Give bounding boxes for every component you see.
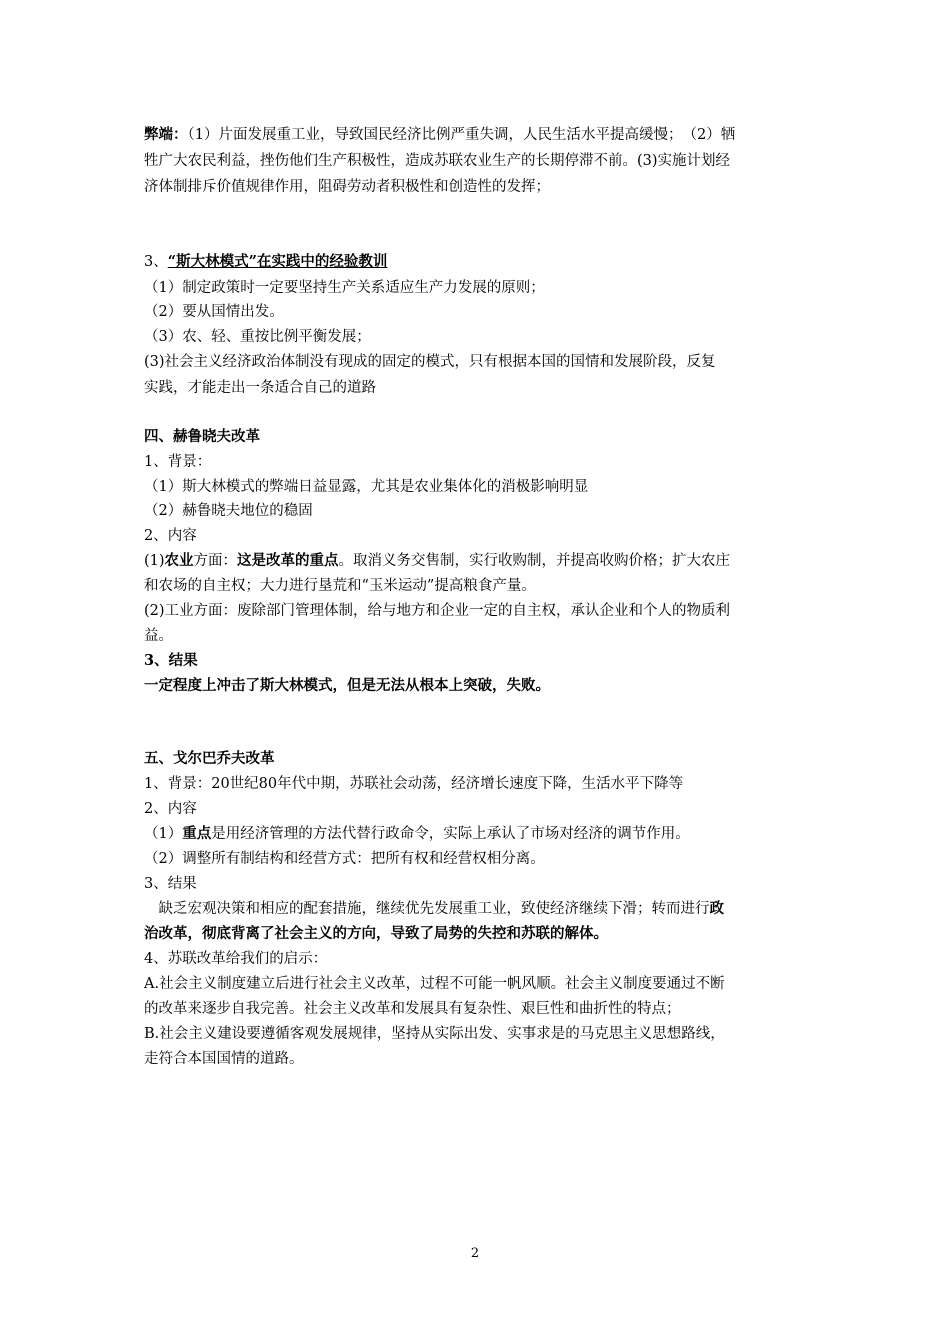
gorbachev-background: 1、背景：20世纪80年代中期，苏联社会动荡，经济增长速度下降，生活水平下降等	[144, 776, 684, 792]
khrushchev-content-2-line-2: 益。	[144, 628, 173, 644]
khrushchev-heading: 四、赫鲁晓夫改革	[144, 428, 260, 445]
gorbachev-lesson-label: 4、苏联改革给我们的启示：	[144, 951, 328, 967]
lessons-title: “斯大林模式”在实践中的经验教训	[167, 253, 388, 270]
gorbachev-content-label: 2、内容	[144, 801, 197, 817]
page-number: 2	[470, 1246, 480, 1261]
khrushchev-background-label: 1、背景：	[144, 454, 212, 470]
gorbachev-result-label: 3、结果	[144, 876, 197, 892]
drawbacks-line-1	[144, 122, 816, 148]
lessons-item-3: （3）农、轻、重按比例平衡发展；	[144, 329, 371, 345]
lessons-item-4a: (3)社会主义经济政治体制没有现成的固定的模式，只有根据本国的国情和发展阶段，反复	[144, 354, 716, 370]
content-1-rest: 。取消义务交售制，实行收购制，并提高收购价格；扩大农庄	[338, 553, 731, 569]
lessons-item-1: （1）制定政策时一定要坚持生产关系适应生产力发展的原则；	[144, 280, 545, 296]
gorbachev-heading: 五、戈尔巴乔夫改革	[144, 750, 275, 767]
gorbachev-result-bold-start: 政	[709, 900, 724, 917]
content-1-prefix: (1)	[144, 553, 165, 569]
khrushchev-result-text: 一定程度上冲击了斯大林模式，但是无法从根本上突破，失败。	[144, 677, 550, 694]
gorbachev-content-2: （2）调整所有制结构和经营方式：把所有权和经营权相分离。	[144, 851, 545, 867]
gorbachev-content-1-rest: 是用经济管理的方法代替行政命令，实际上承认了市场对经济的调节作用。	[211, 826, 690, 842]
gorbachev-result-line-2: 治改革，彻底背离了社会主义的方向，导致了局势的失控和苏联的解体。	[144, 925, 608, 942]
content-1-bold-focus: 这是改革的重点	[237, 552, 339, 569]
content-1-mid: 方面：	[193, 553, 238, 569]
gorbachev-result-normal: 缺乏宏观决策和相应的配套措施，继续优先发展重工业，致使经济继续下滑；转而进行	[144, 901, 710, 917]
lessons-number: 3、	[144, 254, 168, 270]
content-1-bold-agriculture: 农业	[164, 552, 194, 569]
gorbachev-lesson-a-1: A.社会主义制度建立后进行社会主义改革，过程不可能一帆风顺。社会主义制度要通过不断	[144, 976, 725, 992]
lessons-item-2: （2）要从国情出发。	[144, 304, 284, 320]
lessons-item-4b: 实践，才能走出一条适合自己的道路	[144, 380, 376, 396]
gorbachev-content-1-bold: 重点	[182, 825, 212, 842]
gorbachev-result-line-1	[144, 896, 816, 922]
khrushchev-content-1-line-2: 和农场的自主权；大力进行垦荒和“玉米运动”提高粮食产量。	[144, 578, 536, 594]
drawbacks-line-2: 牲广大农民利益，挫伤他们生产积极性，造成苏联农业生产的长期停滞不前。(3)实施计划经	[144, 153, 731, 169]
lessons-heading	[144, 249, 816, 275]
gorbachev-content-1	[144, 821, 816, 847]
gorbachev-lesson-a-2: 的改革来逐步自我完善。社会主义改革和发展具有复杂性、艰巨性和曲折性的特点；	[144, 1001, 681, 1017]
drawbacks-label: 弊端：	[144, 126, 188, 143]
khrushchev-content-2: (2)工业方面：废除部门管理体制，给与地方和企业一定的自主权，承认企业和个人的物质利	[144, 603, 731, 619]
khrushchev-result-label: 3、结果	[144, 652, 198, 669]
gorbachev-lesson-b-2: 走符合本国国情的道路。	[144, 1051, 304, 1067]
khrushchev-content-label: 2、内容	[144, 528, 197, 544]
gorbachev-lesson-b-1: B.社会主义建设要遵循客观发展规律，坚持从实际出发、实事求是的马克思主义思想路线，	[144, 1026, 725, 1042]
khrushchev-background-1: （1）斯大林模式的弊端日益显露，尤其是农业集体化的消极影响明显	[144, 479, 589, 495]
drawbacks-line-3: 济体制排斥价值规律作用，阻碍劳动者积极性和创造性的发挥；	[144, 179, 550, 195]
khrushchev-content-1	[144, 548, 816, 574]
khrushchev-background-2: （2）赫鲁晓夫地位的稳固	[144, 503, 313, 519]
gorbachev-content-1-prefix: （1）	[144, 826, 183, 842]
drawbacks-text-1: （1）片面发展重工业，导致国民经济比例严重失调，人民生活水平提高缓慢； （2）牺	[187, 127, 736, 143]
